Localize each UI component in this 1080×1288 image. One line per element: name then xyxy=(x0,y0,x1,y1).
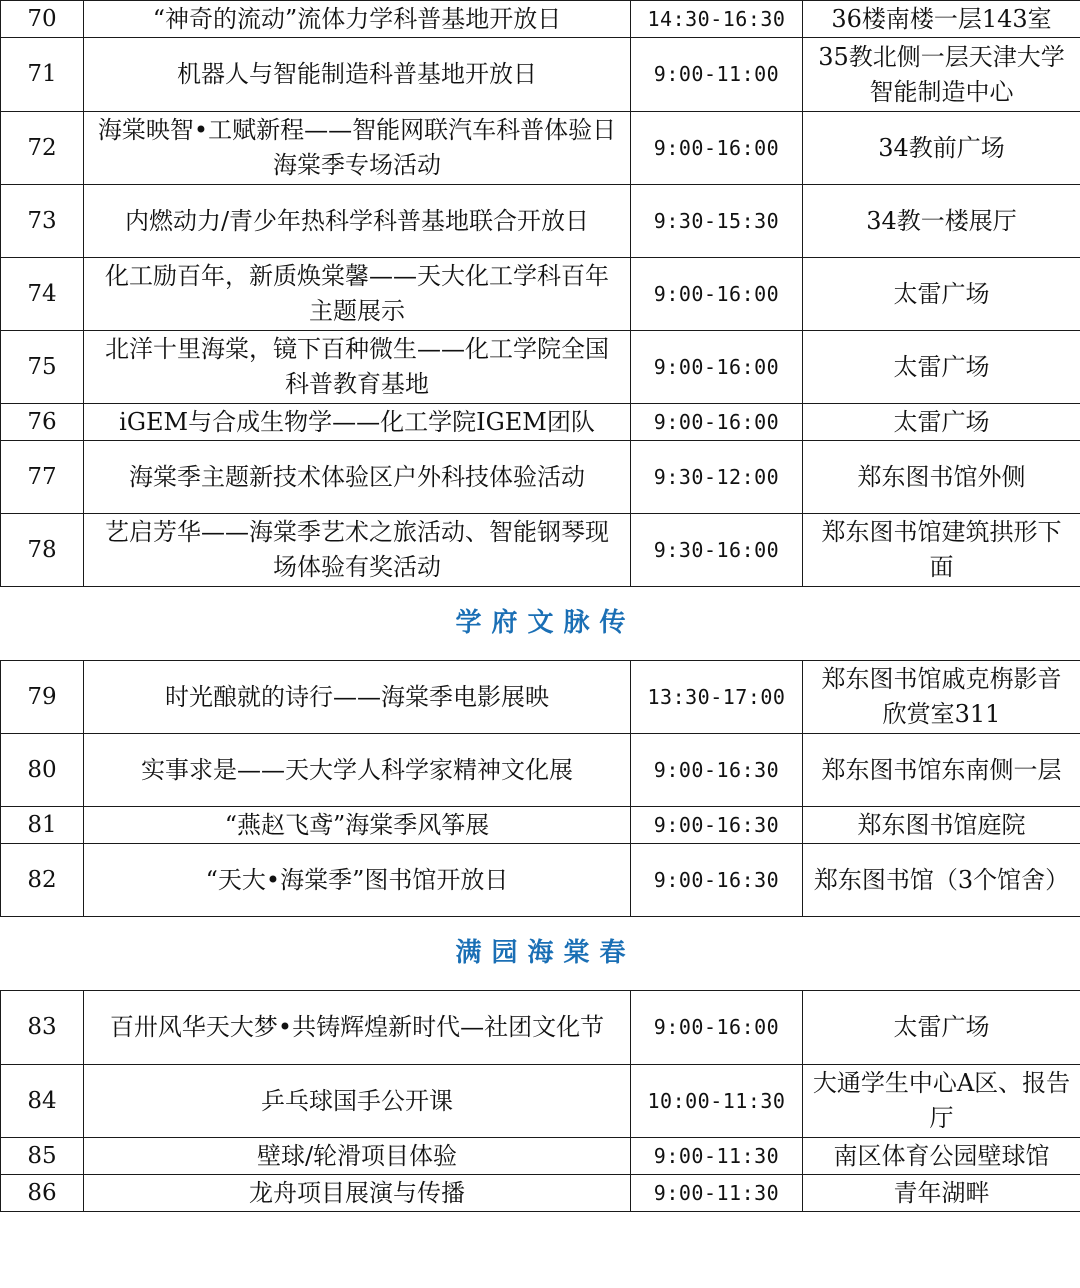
activity-time: 9:00-11:00 xyxy=(631,38,803,112)
table-row xyxy=(1,1138,1080,1175)
activity-name: 百卅风华天大梦•共铸辉煌新时代—社团文化节 xyxy=(84,991,631,1065)
activity-time: 14:30-16:30 xyxy=(631,1,803,38)
activity-number: 72 xyxy=(1,112,84,185)
schedule-body xyxy=(1,1,1080,1212)
activity-location: 郑东图书馆建筑拱形下面 xyxy=(803,514,1080,587)
activity-time: 13:30-17:00 xyxy=(631,661,803,734)
activity-number: 73 xyxy=(1,185,84,258)
activity-time: 10:00-11:30 xyxy=(631,1065,803,1138)
activity-time: 9:00-16:30 xyxy=(631,844,803,917)
table-row xyxy=(1,1175,1080,1212)
section-header-row xyxy=(1,917,1080,991)
activity-number: 70 xyxy=(1,1,84,38)
activity-name: 壁球/轮滑项目体验 xyxy=(84,1138,631,1175)
activity-number: 86 xyxy=(1,1175,84,1212)
activity-name: 时光酿就的诗行——海棠季电影展映 xyxy=(84,661,631,734)
section-title-cell xyxy=(1,587,1080,661)
activity-location: 青年湖畔 xyxy=(803,1175,1080,1212)
activity-number: 78 xyxy=(1,514,84,587)
activity-location: 34教一楼展厅 xyxy=(803,185,1080,258)
activity-name: 北洋十里海棠，镜下百种微生——化工学院全国科普教育基地 xyxy=(84,331,631,404)
activity-name: 海棠映智•工赋新程——智能网联汽车科普体验日海棠季专场活动 xyxy=(84,112,631,185)
activity-number: 80 xyxy=(1,734,84,807)
activity-number: 84 xyxy=(1,1065,84,1138)
activity-name: 乒乓球国手公开课 xyxy=(84,1065,631,1138)
activity-name: 机器人与智能制造科普基地开放日 xyxy=(84,38,631,112)
activity-time: 9:00-16:00 xyxy=(631,258,803,331)
section-title-cell xyxy=(1,917,1080,991)
activity-time: 9:30-15:30 xyxy=(631,185,803,258)
activity-name: “神奇的流动”流体力学科普基地开放日 xyxy=(84,1,631,38)
activity-name: 内燃动力/青少年热科学科普基地联合开放日 xyxy=(84,185,631,258)
activity-time: 9:00-16:30 xyxy=(631,807,803,844)
activity-number: 76 xyxy=(1,404,84,441)
table-row xyxy=(1,991,1080,1065)
activity-location: 郑东图书馆（3个馆舍） xyxy=(803,844,1080,917)
activity-location: 郑东图书馆东南侧一层 xyxy=(803,734,1080,807)
activity-location: 太雷广场 xyxy=(803,404,1080,441)
activity-time: 9:00-16:00 xyxy=(631,331,803,404)
table-row xyxy=(1,441,1080,514)
activity-location: 南区体育公园壁球馆 xyxy=(803,1138,1080,1175)
activity-name: 化工励百年，新质焕棠馨——天大化工学科百年主题展示 xyxy=(84,258,631,331)
activity-location: 太雷广场 xyxy=(803,331,1080,404)
activity-time: 9:00-11:30 xyxy=(631,1175,803,1212)
activity-number: 75 xyxy=(1,331,84,404)
activity-time: 9:30-12:00 xyxy=(631,441,803,514)
activity-name: iGEM与合成生物学——化工学院IGEM团队 xyxy=(84,404,631,441)
table-row xyxy=(1,734,1080,807)
activity-number: 71 xyxy=(1,38,84,112)
activity-location: 郑东图书馆戚克栴影音欣赏室311 xyxy=(803,661,1080,734)
activity-name: “天大•海棠季”图书馆开放日 xyxy=(84,844,631,917)
activity-number: 79 xyxy=(1,661,84,734)
table-row xyxy=(1,844,1080,917)
activity-time: 9:00-16:30 xyxy=(631,734,803,807)
activity-time: 9:00-11:30 xyxy=(631,1138,803,1175)
table-row xyxy=(1,38,1080,112)
section-title: 学府文脉传 xyxy=(455,608,636,638)
activity-location: 太雷广场 xyxy=(803,258,1080,331)
activity-location: 大通学生中心A区、报告厅 xyxy=(803,1065,1080,1138)
activity-name: “燕赵飞鸢”海棠季风筝展 xyxy=(84,807,631,844)
table-row xyxy=(1,1,1080,38)
table-row xyxy=(1,1065,1080,1138)
activity-location: 郑东图书馆庭院 xyxy=(803,807,1080,844)
activity-number: 85 xyxy=(1,1138,84,1175)
activity-location: 郑东图书馆外侧 xyxy=(803,441,1080,514)
table-row xyxy=(1,514,1080,587)
activity-name: 艺启芳华——海棠季艺术之旅活动、智能钢琴现场体验有奖活动 xyxy=(84,514,631,587)
activity-location: 太雷广场 xyxy=(803,991,1080,1065)
activity-location: 36楼南楼一层143室 xyxy=(803,1,1080,38)
table-row xyxy=(1,404,1080,441)
activity-time: 9:30-16:00 xyxy=(631,514,803,587)
table-row xyxy=(1,331,1080,404)
activity-location: 34教前广场 xyxy=(803,112,1080,185)
activity-time: 9:00-16:00 xyxy=(631,112,803,185)
activity-name: 海棠季主题新技术体验区户外科技体验活动 xyxy=(84,441,631,514)
section-title: 满园海棠春 xyxy=(455,938,636,968)
activity-name: 实事求是——天大学人科学家精神文化展 xyxy=(84,734,631,807)
activity-number: 81 xyxy=(1,807,84,844)
activity-location: 35教北侧一层天津大学智能制造中心 xyxy=(803,38,1080,112)
table-row xyxy=(1,661,1080,734)
activity-time: 9:00-16:00 xyxy=(631,991,803,1065)
table-row xyxy=(1,807,1080,844)
table-row xyxy=(1,185,1080,258)
activity-number: 83 xyxy=(1,991,84,1065)
activity-time: 9:00-16:00 xyxy=(631,404,803,441)
activity-number: 82 xyxy=(1,844,84,917)
table-row xyxy=(1,258,1080,331)
activity-number: 77 xyxy=(1,441,84,514)
table-row xyxy=(1,112,1080,185)
activity-name: 龙舟项目展演与传播 xyxy=(84,1175,631,1212)
activity-number: 74 xyxy=(1,258,84,331)
section-header-row xyxy=(1,587,1080,661)
